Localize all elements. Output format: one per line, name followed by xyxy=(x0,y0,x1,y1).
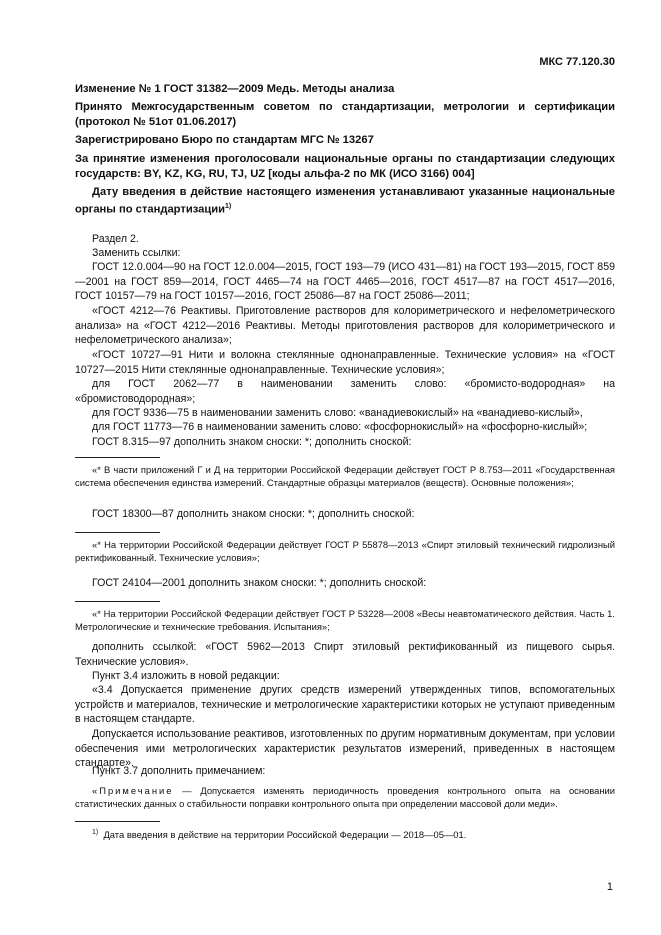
paragraph-clause-3-4: «3.4 Допускается применение других средств измерений утвержденных типов, вспомогательных устройств и материалов, технические и метрологические характеристики которых не уступают приведенным в настоящем стандарте. xyxy=(75,684,615,726)
page-number: 1 xyxy=(606,881,613,893)
footnote-divider xyxy=(75,457,160,458)
paragraph-clause-3-4-intro: Пункт 3.4 изложить в новой редакции: xyxy=(92,670,280,682)
registered-by: Зарегистрировано Бюро по стандартам МГС № 13267 xyxy=(75,134,374,146)
paragraph-gost-9336: для ГОСТ 9336—75 в наименовании заменить слово: «ванадиевокислый» на «ванадиево-кислый», xyxy=(92,407,583,419)
paragraph-refs: ГОСТ 12.0.004—90 на ГОСТ 12.0.004—2015, ГОСТ 193—79 (ИСО 431—81) на ГОСТ 193—2015, ГОСТ 859—2001 на ГОСТ 859—2014, ГОСТ 4465—74 на ГОСТ 4465—2016, ГОСТ 4517—87 на ГОСТ 4517—2016, ГОСТ 10157—79 на ГОСТ 10157—2016, ГОСТ 25086—87 на ГОСТ 25086—2011; xyxy=(75,261,615,303)
paragraph-reagents: Допускается использование реактивов, изготовленных по другим нормативным документам, при условии обеспечения ими метрологических характеристик результатов измерений, приведенных в настоящем стандарте». xyxy=(75,728,615,770)
paragraph-gost-8315: ГОСТ 8.315—97 дополнить знаком сноски: *; дополнить сноской: xyxy=(92,436,412,448)
paragraph-gost-2062: для ГОСТ 2062—77 в наименовании заменить слово: «бромисто-водородная» на «бромистоводородная»; xyxy=(75,378,615,405)
adopted-by: Принято Межгосударственным советом по стандартизации, метрологии и сертификации (протокол № 51от 01.06.2017) xyxy=(75,101,615,128)
note-text: — Допускается изменять периодичность проведения контрольного опыта на основании статистических данных о стабильности поправки контрольного опыта при определении массовой доли меди». xyxy=(75,785,615,810)
replace-refs-label: Заменить ссылки: xyxy=(92,247,181,259)
paragraph-add-gost-5962: дополнить ссылкой: «ГОСТ 5962—2013 Спирт этиловый ректификованный из пищевого сырья. Технические условия». xyxy=(75,641,615,668)
effective-date-footnote-mark: 1) xyxy=(224,202,232,210)
footnote-divider xyxy=(75,821,160,822)
paragraph-clause-3-7-intro: Пункт 3.7 дополнить примечанием: xyxy=(92,765,266,777)
page-footnote xyxy=(75,826,615,842)
footnote-gost-24104: «* На территории Российской Федерации действует ГОСТ Р 53228—2008 «Весы неавтоматического действия. Часть 1. Метрологические и технические требования. Испытания»; xyxy=(75,608,615,633)
footnote-gost-18300: «* На территории Российской Федерации действует ГОСТ Р 55878—2013 «Спирт этиловый технический гидролизный ректификованный. Технические условия»; xyxy=(75,539,615,564)
note-clause-3-7 xyxy=(75,784,615,811)
effective-date-text: Дату введения в действие настоящего изменения устанавливают указанные национальные органы по стандартизации xyxy=(75,186,615,216)
paragraph-gost-11773: для ГОСТ 11773—76 в наименовании заменить слово: «фосфорнокислый» на «фосфорно-кислый»; xyxy=(92,421,588,433)
page-footnote-text: Дата введения в действие на территории Российской Федерации — 2018—05—01. xyxy=(103,829,467,841)
paragraph-gost-18300: ГОСТ 18300—87 дополнить знаком сноски: *; дополнить сноской: xyxy=(92,508,415,520)
effective-date-statement xyxy=(75,185,615,217)
footnote-divider xyxy=(75,601,160,602)
paragraph-gost-24104: ГОСТ 24104—2001 дополнить знаком сноски: *; дополнить сноской: xyxy=(92,577,427,589)
footnote-divider xyxy=(75,532,160,533)
voted-states: За принятие изменения проголосовали национальные органы по стандартизации следующих государств: BY, KZ, KG, RU, TJ, UZ [коды альфа-2 по МК (ИСО 3166) 004] xyxy=(75,153,615,180)
amendment-title: Изменение № 1 ГОСТ 31382—2009 Медь. Методы анализа xyxy=(75,83,395,95)
section-label: Раздел 2. xyxy=(92,233,139,245)
paragraph-gost-10727: «ГОСТ 10727—91 Нити и волокна стеклянные однонаправленные. Технические условия» на «ГОСТ 10727—2015 Нити стеклянные однонаправленные. Технические условия»; xyxy=(75,349,615,376)
paragraph-gost-4212: «ГОСТ 4212—76 Реактивы. Приготовление растворов для колориметрического и нефелометрического анализа» на «ГОСТ 4212—2016 Реактивы. Методы приготовления растворов для колориметрического и нефелометрического анализа»; xyxy=(75,305,615,347)
footnote-gost-8315: «* В части приложений Г и Д на территории Российской Федерации действует ГОСТ Р 8.753—2011 «Государственная система обеспечения единства измерений. Стандартные образцы материалов (веществ). Основные положения»; xyxy=(75,464,615,489)
page-footnote-mark: 1) xyxy=(92,829,99,836)
classification-code: МКС 77.120.30 xyxy=(539,56,615,68)
note-label: «Примечание xyxy=(92,785,174,796)
